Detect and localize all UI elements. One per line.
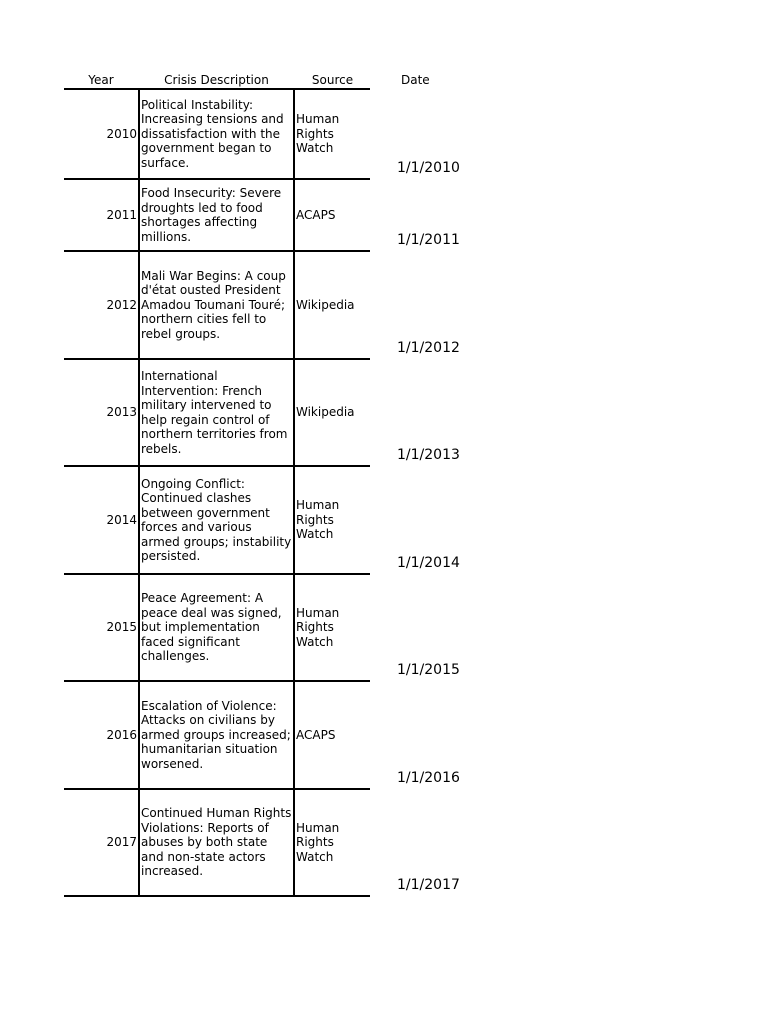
- table-row: [64, 178, 370, 250]
- source-cell: Human Rights Watch: [296, 112, 340, 156]
- date-cell: 1/1/2015: [397, 662, 460, 678]
- description-cell: Continued Human Rights Violations: Reports of abuses by both state and non-state actors increased.: [138, 790, 295, 895]
- year-cell: 2014: [106, 512, 137, 527]
- date-cell: 1/1/2017: [397, 877, 460, 893]
- header-crisis-description: Crisis Description: [164, 73, 269, 87]
- table-row: [64, 788, 370, 897]
- table-row: [64, 358, 370, 465]
- source-cell: Wikipedia: [296, 297, 355, 312]
- source-cell: Human Rights Watch: [296, 605, 340, 649]
- year-cell: 2017: [106, 835, 137, 850]
- date-cell: 1/1/2013: [397, 447, 460, 463]
- date-cell: 1/1/2010: [397, 160, 460, 176]
- source-cell: Human Rights Watch: [296, 820, 340, 864]
- source-cell: Wikipedia: [296, 405, 355, 420]
- source-cell: Human Rights Watch: [296, 498, 340, 542]
- date-cell: 1/1/2012: [397, 340, 460, 356]
- year-cell: 2013: [106, 405, 137, 420]
- description-cell: Mali War Begins: A coup d'état ousted President Amadou Toumani Touré; northern cities fell to rebel groups.: [138, 252, 295, 358]
- year-cell: 2011: [106, 207, 137, 222]
- date-cell: 1/1/2016: [397, 770, 460, 786]
- table-row: [64, 573, 370, 680]
- date-cell: 1/1/2014: [397, 555, 460, 571]
- year-cell: 2010: [106, 126, 137, 141]
- year-cell: 2015: [106, 620, 137, 635]
- source-cell: ACAPS: [296, 207, 336, 222]
- table-row: [64, 250, 370, 358]
- year-cell: 2012: [106, 297, 137, 312]
- table-row: [64, 680, 370, 788]
- description-cell: International Intervention: French military intervened to help regain control of northern territories from rebels.: [138, 360, 295, 465]
- header-row: [64, 72, 484, 89]
- description-cell: Ongoing Conflict: Continued clashes between government forces and various armed groups; instability persisted.: [138, 467, 295, 573]
- header-date: Date: [401, 73, 430, 87]
- description-cell: Food Insecurity: Severe droughts led to food shortages affecting millions.: [138, 180, 295, 250]
- date-cell: 1/1/2011: [397, 232, 460, 248]
- header-source: Source: [311, 73, 354, 87]
- table-row: [64, 88, 370, 178]
- description-cell: Escalation of Violence: Attacks on civilians by armed groups increased; humanitarian situation worsened.: [138, 682, 295, 788]
- header-year: Year: [88, 73, 114, 87]
- source-cell: ACAPS: [296, 727, 336, 742]
- description-cell: Political Instability: Increasing tensions and dissatisfaction with the government began to surface.: [138, 90, 295, 178]
- table-row: [64, 465, 370, 573]
- year-cell: 2016: [106, 727, 137, 742]
- description-cell: Peace Agreement: A peace deal was signed, but implementation faced significant challenges.: [138, 575, 295, 680]
